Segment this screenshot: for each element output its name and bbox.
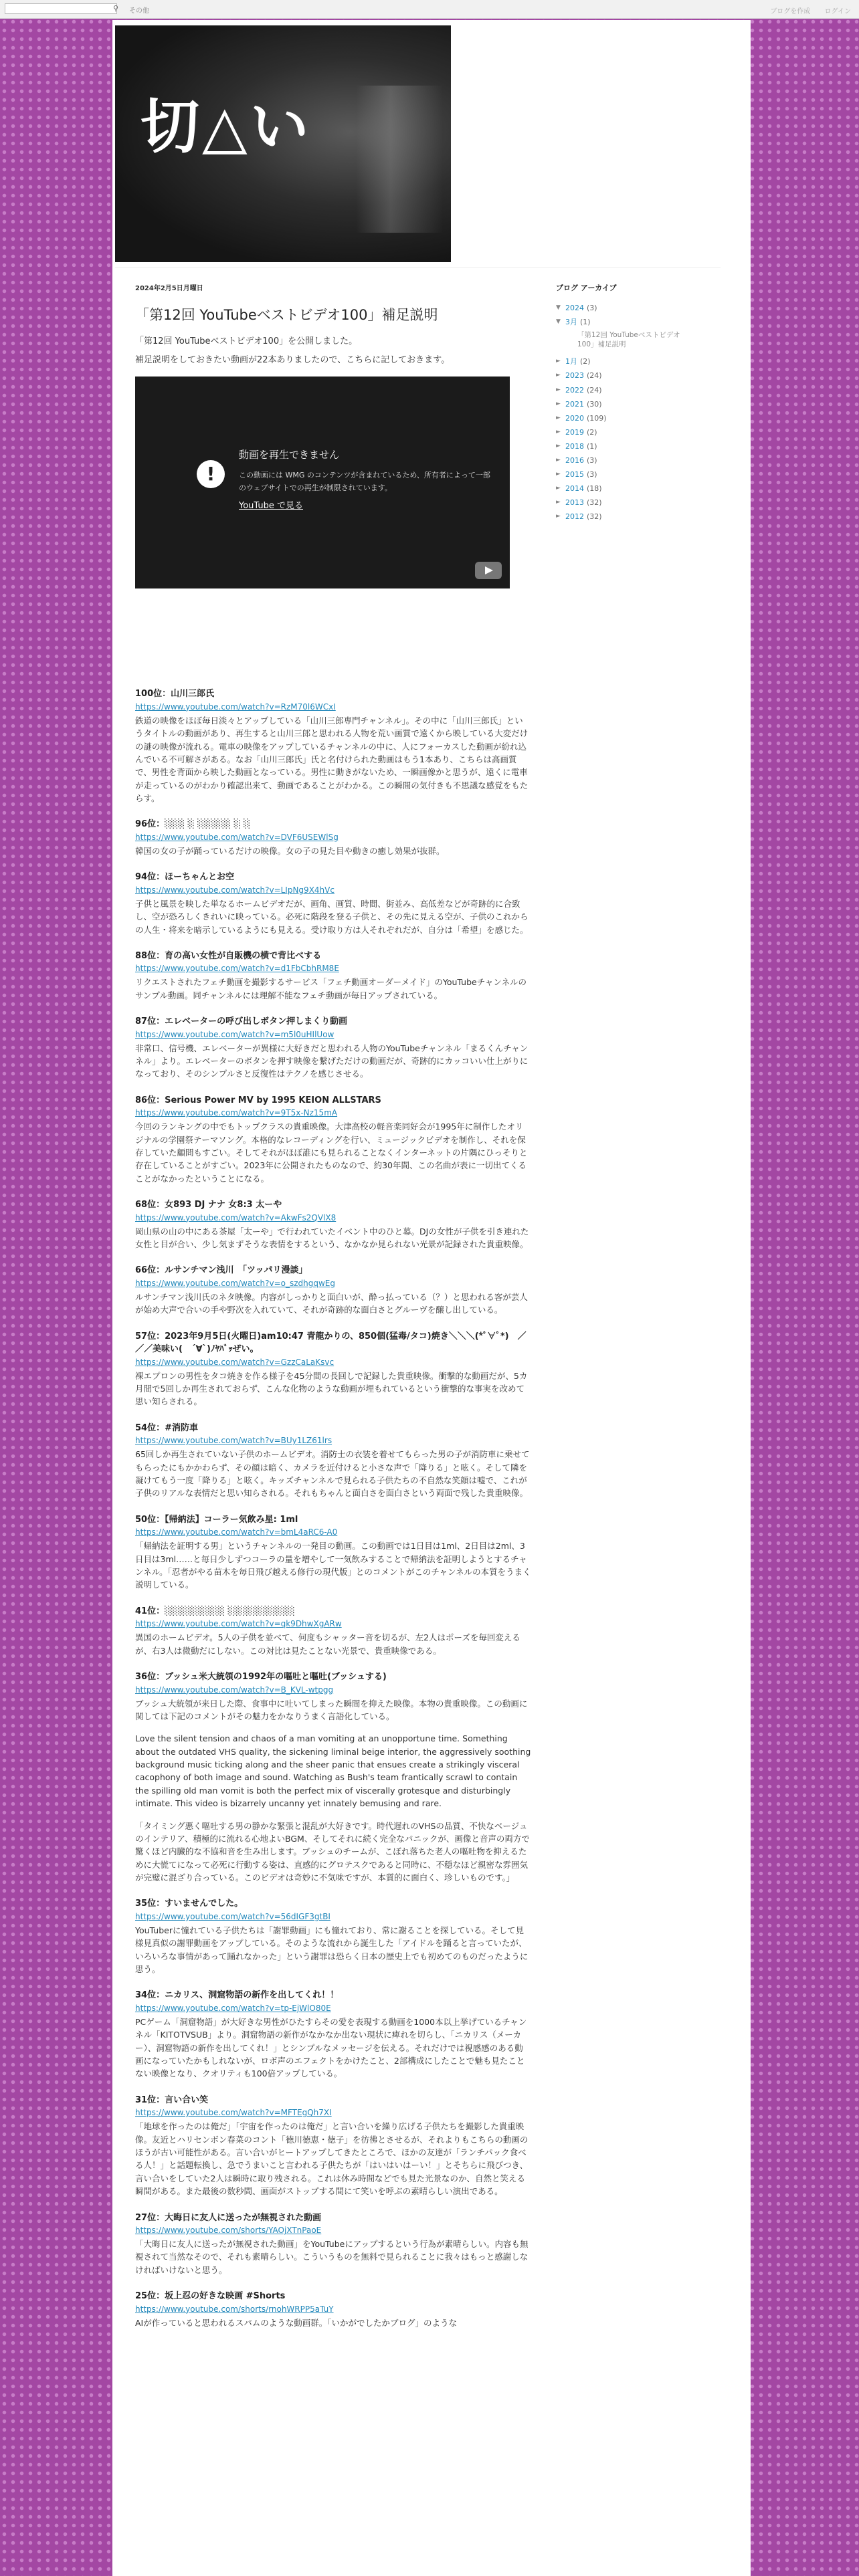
archive-year-item[interactable] — [556, 413, 730, 424]
ranking-entry — [135, 1513, 531, 1592]
entry-description: 異国のホームビデオ。5人の子供を並べて、何度もシャッター音を切るが、左2人はポーズを毎回変えるが、右3人は微動だにしない。この対比は見たことない光景で、貴重映像である。 — [135, 1632, 520, 1656]
video-error-title: 動画を再生できません — [239, 449, 340, 461]
archive-year-count: (3) — [587, 469, 597, 479]
ranking-entries — [135, 687, 531, 2329]
entry-title: 96位：░░░ ░ ░░░░░ ░ ░ — [135, 819, 251, 830]
post-intro-2: 補足説明をしておきたい動画が22本ありましたので、こちらに記しておきます。 — [135, 355, 450, 366]
entry-title: 50位：【帰納法】コーラー気飲み星: 1ml — [135, 1514, 298, 1525]
entry-title: 35位：すいませんでした。 — [135, 1899, 244, 1909]
entry-video-link[interactable]: https://www.youtube.com/watch?v=RzM70l6WCxI — [135, 702, 336, 712]
archive-post-link[interactable]: 「第12回 YouTubeベストビデオ100」補足説明 — [577, 331, 680, 349]
archive-month-link[interactable]: 1月 — [565, 357, 577, 366]
expand-toggle-icon[interactable]: ► — [556, 484, 561, 492]
archive-year-count: (24) — [587, 385, 602, 395]
entry-quote: 「タイミング悪く嘔吐する男の静かな緊張と混乱が大好きです。時代遅れのVHSの品質、不快なベージュのインテリア、積極的に流れる心地よいBGM、そしてそれに続く完全なパニックが、画像と音声の両方で驚くほど内臓的な不協和音を生み出します。ブッシュのチームが、こぼれ落ちた老人の嘔吐物を抑えるために大慌てになって必死に行動する姿は、直感的にグロテスクであると同時に、不穏なほど親密な雰囲気が完璧に混ざり合っている。このビデオは奇妙に不気味ですが、本質的に面白く、珍しいものです。」 — [135, 1820, 530, 1883]
entry-video-link[interactable]: https://www.youtube.com/watch?v=B_KVL-wtpgg — [135, 1685, 334, 1695]
entry-video-link[interactable]: https://www.youtube.com/watch?v=d1FbCbhRM8E — [135, 964, 339, 974]
archive-year-item[interactable] — [556, 399, 730, 410]
archive-year-count: (109) — [587, 413, 607, 423]
entry-video-link[interactable]: https://www.youtube.com/watch?v=m5l0uHIlUow — [135, 1029, 335, 1039]
entry-title: 31位：言い合い笑 — [135, 2095, 209, 2105]
entry-video-link[interactable]: https://www.youtube.com/watch?v=DVF6USEWlSg — [135, 832, 339, 842]
entry-title: 66位：ルサンチマン浅川 「ツッパリ漫談」 — [135, 1265, 308, 1276]
video-error-message: この動画には WMG のコンテンツが含まれているため、所有者によって一部のウェブサイトでの再生が制限されています。 — [239, 471, 490, 492]
banner-background-image — [356, 86, 443, 233]
expand-toggle-icon[interactable]: ► — [556, 512, 561, 520]
header-divider — [115, 267, 721, 268]
archive-year-count: (1) — [587, 441, 597, 451]
archive-year-link[interactable]: 2021 — [565, 399, 584, 409]
archive-month-item[interactable] — [556, 356, 730, 367]
post-date: 2024年2月5日月曜日 — [135, 285, 203, 292]
ranking-entry — [135, 1015, 531, 1081]
blog-header-banner[interactable] — [115, 25, 451, 262]
entry-description: ルサンチマン浅川氏のネタ映像。内容がしっかりと面白いが、酔っ払っている（？）と思われる客が芸人が始め大声で合いの手や野次を入れていて、それが奇跡的な面白さとグルーヴを醸し出している。 — [135, 1291, 528, 1315]
entry-description: 「大晦日に友人に送ったが無視された動画」をYouTubeにアップするという行為が素晴らしい。内容も無視されて当然なそので、それも素晴らしい。こういうものを無料で見られることに我々はもっと感謝しなければいけないと思う。 — [135, 2239, 529, 2275]
expand-toggle-icon[interactable]: ► — [556, 372, 561, 379]
entry-video-link[interactable]: https://www.youtube.com/watch?v=AkwFs2QVlX8 — [135, 1212, 337, 1222]
archive-year-count: (24) — [587, 371, 602, 381]
ranking-entry — [135, 1330, 531, 1408]
archive-year-link[interactable]: 2015 — [565, 469, 584, 479]
entry-video-link[interactable]: https://www.youtube.com/shorts/YAOjXTnPaoE — [135, 2226, 322, 2236]
search-icon[interactable]: ⚲ — [112, 4, 119, 13]
entry-video-link[interactable]: https://www.youtube.com/watch?v=9T5x-Nz15mA — [135, 1108, 338, 1118]
entry-video-link[interactable]: https://www.youtube.com/watch?v=MFTEgQh7XI — [135, 2108, 332, 2118]
navbar-right-links — [758, 5, 851, 15]
entry-description: 「地球を作ったのは俺だ」「宇宙を作ったのは俺だ」と言い合いを繰り広げる子供たちを撮影した貴重映像。友近とハリセンボン春菜のコント「徳川徳恵・徳子」を彷彿とさせるが、それよりもこちらの動画のほうが古い可能性がある。言い合いがヒートアップしてきたところで、ほかの友達が「ランチパック食べる人！」と話題転換し、急でうまいこと言われる子供たちが「はいはいはーい！」とそちらに飛びつき、言い合いをしていた2人は瞬時に取り残される。これは休み時間などでも見た光景なのか、自然と笑える瞬間がある。また最後の数秒間、画面がストップする間にて笑いを呼ぶの素晴らしい演出である。 — [135, 2121, 529, 2197]
expand-toggle-icon[interactable]: ► — [556, 442, 561, 449]
archive-year-item[interactable] — [556, 455, 730, 466]
archive-year-link[interactable]: 2012 — [565, 512, 584, 521]
expand-toggle-icon[interactable]: ► — [556, 456, 561, 463]
ranking-entry — [135, 1605, 531, 1657]
page-container — [112, 20, 751, 2576]
entry-video-link[interactable]: https://www.youtube.com/shorts/rnohWRPP5aTuY — [135, 2304, 334, 2314]
ranking-entry — [135, 1422, 531, 1500]
create-blog-link[interactable]: ブログを作成 — [770, 8, 811, 15]
entry-video-link[interactable]: https://www.youtube.com/watch?v=56dIGF3gtBI — [135, 1911, 330, 1921]
ranking-entry — [135, 1198, 531, 1251]
entry-title: 54位：#消防車 — [135, 1422, 198, 1433]
entry-description: 岡山県の山の中にある茶屋「太ーや」で行われていたイベント中のひと幕。DJの女性が子供を引き連れた女性と目が合い、少し気まずそうな表情をするという、なかなか見られない光景が記録された貴重映像。 — [135, 1226, 529, 1250]
archive-year-count: (32) — [587, 498, 602, 507]
archive-year-link[interactable]: 2018 — [565, 441, 584, 451]
archive-year-count: (3) — [587, 455, 597, 465]
entry-title: 100位：山川三郎氏 — [135, 689, 215, 700]
ranking-entry — [135, 818, 531, 857]
expand-toggle-icon[interactable]: ► — [556, 414, 561, 421]
main-column — [135, 282, 531, 2343]
ranking-entry — [135, 1671, 531, 1884]
entry-title: 25位：坂上忍の好きな映画 #Shorts — [135, 2291, 286, 2302]
entry-description: 65回しか再生されていない子供のホームビデオ。消防士の衣装を着せてもらった男の子が消防車に乗せてもらったにもかかわらず、その顔は暗く、カメラを近付けると小さな声で「降りる」と呟く。そして隣を凝けてもう一度「降りる」と呟く。キッズチャンネルで見られる子供たちの不自然な笑顔は嘘で、これが子供のリアルな表情だと思い知らされる。それもちゃんと面白さを面白さという両面で残した貴重映像。 — [135, 1449, 530, 1499]
youtube-logo-icon[interactable] — [475, 562, 502, 579]
ranking-entry — [135, 2094, 531, 2198]
archive-year-link[interactable]: 2014 — [565, 484, 584, 493]
archive-year-count: (30) — [587, 399, 602, 409]
archive-year-item[interactable] — [556, 441, 730, 452]
entry-video-link[interactable]: https://www.youtube.com/watch?v=bmL4aRC6-A0 — [135, 1527, 338, 1537]
entry-title: 34位：ニカリス、洞窟物語の新作を出してくれ！！ — [135, 1990, 339, 2001]
blog-title[interactable]: 切△い — [140, 92, 312, 161]
entry-video-link[interactable]: https://www.youtube.com/watch?v=o_szdhgqwEg — [135, 1278, 335, 1288]
blogger-navbar — [0, 0, 859, 19]
entry-description: リクエストされたフェチ動画を撮影するサービス「フェチ動画オーダーメイド」のYouTubeチャンネルのサンプル動画。同チャンネルには理解不能なフェチ動画が毎日アップされている。 — [135, 977, 527, 1000]
error-icon: ! — [197, 460, 225, 488]
post-intro-1: 「第12回 YouTubeベストビデオ100」を公開しました。 — [135, 336, 358, 346]
entry-title: 27位：大晦日に友人に送ったが無視された動画 — [135, 2212, 322, 2223]
entry-quote: Love the silent tension and chaos of a man vomiting at an unopportune time. Something about the outdated VHS quality, the sickening liminal beige interior, the aggressively soothing background music ticking along and the sheer panic that ensues create a strikingly visceral cacophony of both image and sound. Watching as Bush's team frantically scrawl to contain the spilling old man vomit is both the perfect mix of viscerally grotesque and disturbingly intimate. This video is bizarrely uncanny yet innately bemusing and rare. — [135, 1733, 531, 1809]
blog-archive — [556, 302, 730, 522]
archive-year-count: (3) — [587, 304, 597, 312]
navbar-more-link[interactable]: その他 — [129, 7, 149, 15]
entry-title: 94位：ほーちゃんとお空 — [135, 872, 235, 883]
ranking-entry — [135, 871, 531, 936]
entry-video-link[interactable]: https://www.youtube.com/watch?v=BUy1LZ61lrs — [135, 1436, 332, 1446]
archive-month-link[interactable]: 3月 — [565, 318, 577, 327]
archive-year-link[interactable]: 2013 — [565, 498, 584, 507]
collapse-toggle-icon[interactable]: ▼ — [556, 318, 561, 326]
archive-year-item[interactable] — [556, 469, 730, 480]
archive-year-link[interactable]: 2016 — [565, 455, 584, 465]
archive-year-item[interactable] — [556, 511, 730, 522]
ranking-entry — [135, 2212, 531, 2277]
archive-month-item[interactable] — [556, 316, 730, 328]
entry-title: 68位：女893 DJ ナナ 女8:3 太ーや — [135, 1200, 282, 1210]
expand-toggle-icon[interactable]: ► — [556, 400, 561, 407]
entry-title: 57位：2023年9月5日(火曜日)am10:47 青龍かりの、850個(猛毒/タコ)焼き＼＼＼(*ﾟ∀ﾟ*) ／／／美味い( ´∀`)ﾉﾔﾊﾞｯぜい。 — [135, 1331, 527, 1355]
archive-year-link[interactable]: 2020 — [565, 413, 584, 423]
entry-video-link[interactable]: https://www.youtube.com/watch?v=GzzCaLaKsvc — [135, 1357, 335, 1367]
entry-title: 36位：ブッシュ米大統領の1992年の嘔吐と嘔吐(ブッシュする) — [135, 1672, 387, 1683]
expand-toggle-icon[interactable]: ► — [556, 498, 561, 506]
archive-year-item[interactable] — [556, 370, 730, 381]
ranking-entry — [135, 2290, 531, 2329]
archive-year-item[interactable] — [556, 483, 730, 494]
archive-year-link[interactable]: 2019 — [565, 427, 584, 437]
entry-title: 41位：░░░░░░░░░ ░░░░░░░░░░ — [135, 1606, 295, 1616]
archive-year-item[interactable] — [556, 427, 730, 438]
embedded-video-player[interactable] — [135, 377, 510, 588]
archive-year-link[interactable]: 2022 — [565, 385, 584, 395]
entry-description: 今回のランキングの中でもトップクラスの貴重映像。大津高校の軽音楽同好会が1995年に制作したオリジナルの学園祭テーマソング。本格的なレコーディングを行い、ミュージックビデオを制作し、それを保存していた顧問もすごい。そしてそれがほぼ誰にも見られることなくインターネットの片隅にひっそりと存在していることがすごい。2023年に公開されたものなので、約30年間、この名曲が表に一切出てくることがなかったということになる。 — [135, 1121, 528, 1184]
entry-video-link[interactable]: https://www.youtube.com/watch?v=qk9DhwXgARw — [135, 1619, 342, 1629]
entry-video-link[interactable]: https://www.youtube.com/watch?v=LIpNg9X4hVc — [135, 885, 335, 895]
login-link[interactable]: ログイン — [824, 8, 851, 15]
ranking-entry — [135, 950, 531, 1002]
archive-year-link[interactable]: 2024 — [565, 304, 584, 312]
entry-description: ブッシュ大統領が来日した際、食事中に吐いてしまった瞬間を抑えた映像。本物の貴重映像。この動画に関しては下記のコメントがその魅力をかなりうまく言語化している。 — [135, 1698, 528, 1721]
ranking-entry — [135, 1264, 531, 1316]
archive-year-count: (2) — [587, 427, 597, 437]
expand-toggle-icon[interactable]: ► — [556, 358, 561, 365]
archive-year-count: (32) — [587, 512, 602, 521]
expand-toggle-icon[interactable]: ► — [556, 470, 561, 477]
entry-title: 87位：エレベーターの呼び出しボタン押しまくり動画 — [135, 1016, 348, 1027]
expand-toggle-icon[interactable]: ► — [556, 428, 561, 435]
sidebar — [556, 282, 730, 525]
entry-description: 非常口、信号機、エレベーターが異様に大好きだと思われる人物のYouTubeチャンネル「まるくんチャンネル」より。エレベーターのボタンを押す映像を繋げただけの動画だが、奇跡的にカッコいい仕上がりになっており、そのシンプルさと反復性はテクノを感じさせる。 — [135, 1043, 529, 1079]
navbar-search-input[interactable] — [5, 3, 117, 14]
entry-description: 韓国の女の子が踊っているだけの映像。女の子の見た目や動きの癒し効果が抜群。 — [135, 845, 445, 856]
entry-title: 88位：育の高い女性が自販機の横で背比べする — [135, 950, 322, 961]
entry-description: 裸エプロンの男性をタコ焼きを作る様子を45分間の長回しで記録した貴重映像。衝撃的な動画だが、5カ月間で5回しか再生されておらず、こんな化物のような動画が埋もれているという衝撃的な事実を改めて思い知らされる。 — [135, 1370, 528, 1407]
expand-toggle-icon[interactable]: ► — [556, 386, 561, 393]
ranking-entry — [135, 1897, 531, 1975]
entry-description: 「帰納法を証明する男」というチャンネルの一発目の動画。この動画では1日目は1ml、2日目は2ml、3日目は3ml……と毎日少しずつコーラの量を増やして一気飲みすることで帰納法を証明しようとするチャンネル。「忍者がやる苗木を毎日飛び越える修行の現代版」とのコメントがこのチャンネルの本質をうまく説明している。 — [135, 1541, 531, 1590]
archive-year-item[interactable] — [556, 497, 730, 508]
entry-description: AIが作っていると思われるスパムのような動画群。「いかがでしたかブログ」のような — [135, 2317, 457, 2328]
post-title[interactable]: 「第12回 YouTubeベストビデオ100」補足説明 — [135, 307, 438, 323]
archive-year-link[interactable]: 2023 — [565, 371, 584, 381]
archive-month-count: (2) — [580, 357, 591, 366]
entry-description: PCゲーム「洞窟物語」が大好きな男性がひたすらその愛を表現する動画を1000本以上挙げているチャンネル「KITOTVSUB」より。洞窟物語の新作がなかなか出ない現状に痺れを切らし、「ニカリス（メーカー）、洞窟物語の新作を出してくれ！」とシンプルなメッセージを伝える。それだけでは視感感のある動画になっていたかもしれないが、ロボ声のエフェクトをかけたこと、2部構成にしたことで魅も見たことない映像となり、クオリティも100倍アップしている。 — [135, 2016, 527, 2079]
entry-description: 子供と風景を映した単なるホームビデオだが、画角、画質、時間、街並み、高低差などが奇跡的に合致し、空が恐ろしくきれいに映っている。必死に階段を登る子供と、その先に見える空が、子供のこれからの人生・将来を暗示しているようにも見える。受け取り方は人それぞれだが、自分は「希望」を感じた。 — [135, 898, 529, 935]
archive-widget-title: ブログ アーカイブ — [556, 284, 617, 292]
ranking-entry — [135, 1989, 531, 2080]
ranking-entry — [135, 687, 531, 804]
ranking-entry — [135, 1094, 531, 1185]
archive-year-count: (18) — [587, 484, 602, 493]
archive-year-item[interactable] — [556, 385, 730, 396]
watch-on-youtube-link[interactable]: YouTube で見る — [239, 501, 303, 512]
entry-video-link[interactable]: https://www.youtube.com/watch?v=tp-EjWlO80E — [135, 2003, 331, 2013]
entry-description: YouTuberに憧れている子供たちは「謝罪動画」にも憧れており、常に謝ることを探している。そして見様見真似の謝罪動画をアップしている。そのような流れから誕生した「アイドルを踊ると言っていたが、いろいろな事情があって踊れなかった」という謝罪は恐らく日本の歴史上でも初めてのものだったように思う。 — [135, 1925, 529, 1975]
entry-description: 鉄道の映像をほぼ毎日淡々とアップしている「山川三郎専門チャンネル」。その中に「山川三郎氏」というタイトルの動画があり、再生すると山川三郎と思われる人物を荒い画質で遠くから映している大変だけの謎の映像が流れる。電車の映像をアップしているチャンネルの中に、人にフォーカスした動画が紛れ込んでいる不可解さがある。なお「山川三郎氏」氏と名付けられた動画はもう1本あり、こちらは高画質で、男性を背面から映した動画となっている。男性に動きがないため、一瞬画像かと思うが、遠くに電車が走っているのがわかり確認出来て、動画であることがわかる。この瞬間の気付きも不思議な感覚をもたらす。 — [135, 715, 529, 804]
archive-month-count: (1) — [580, 318, 591, 327]
entry-title: 86位：Serious Power MV by 1995 KEION ALLSTARS — [135, 1095, 381, 1105]
archive-year-item[interactable] — [556, 302, 730, 314]
collapse-toggle-icon[interactable]: ▼ — [556, 304, 561, 311]
